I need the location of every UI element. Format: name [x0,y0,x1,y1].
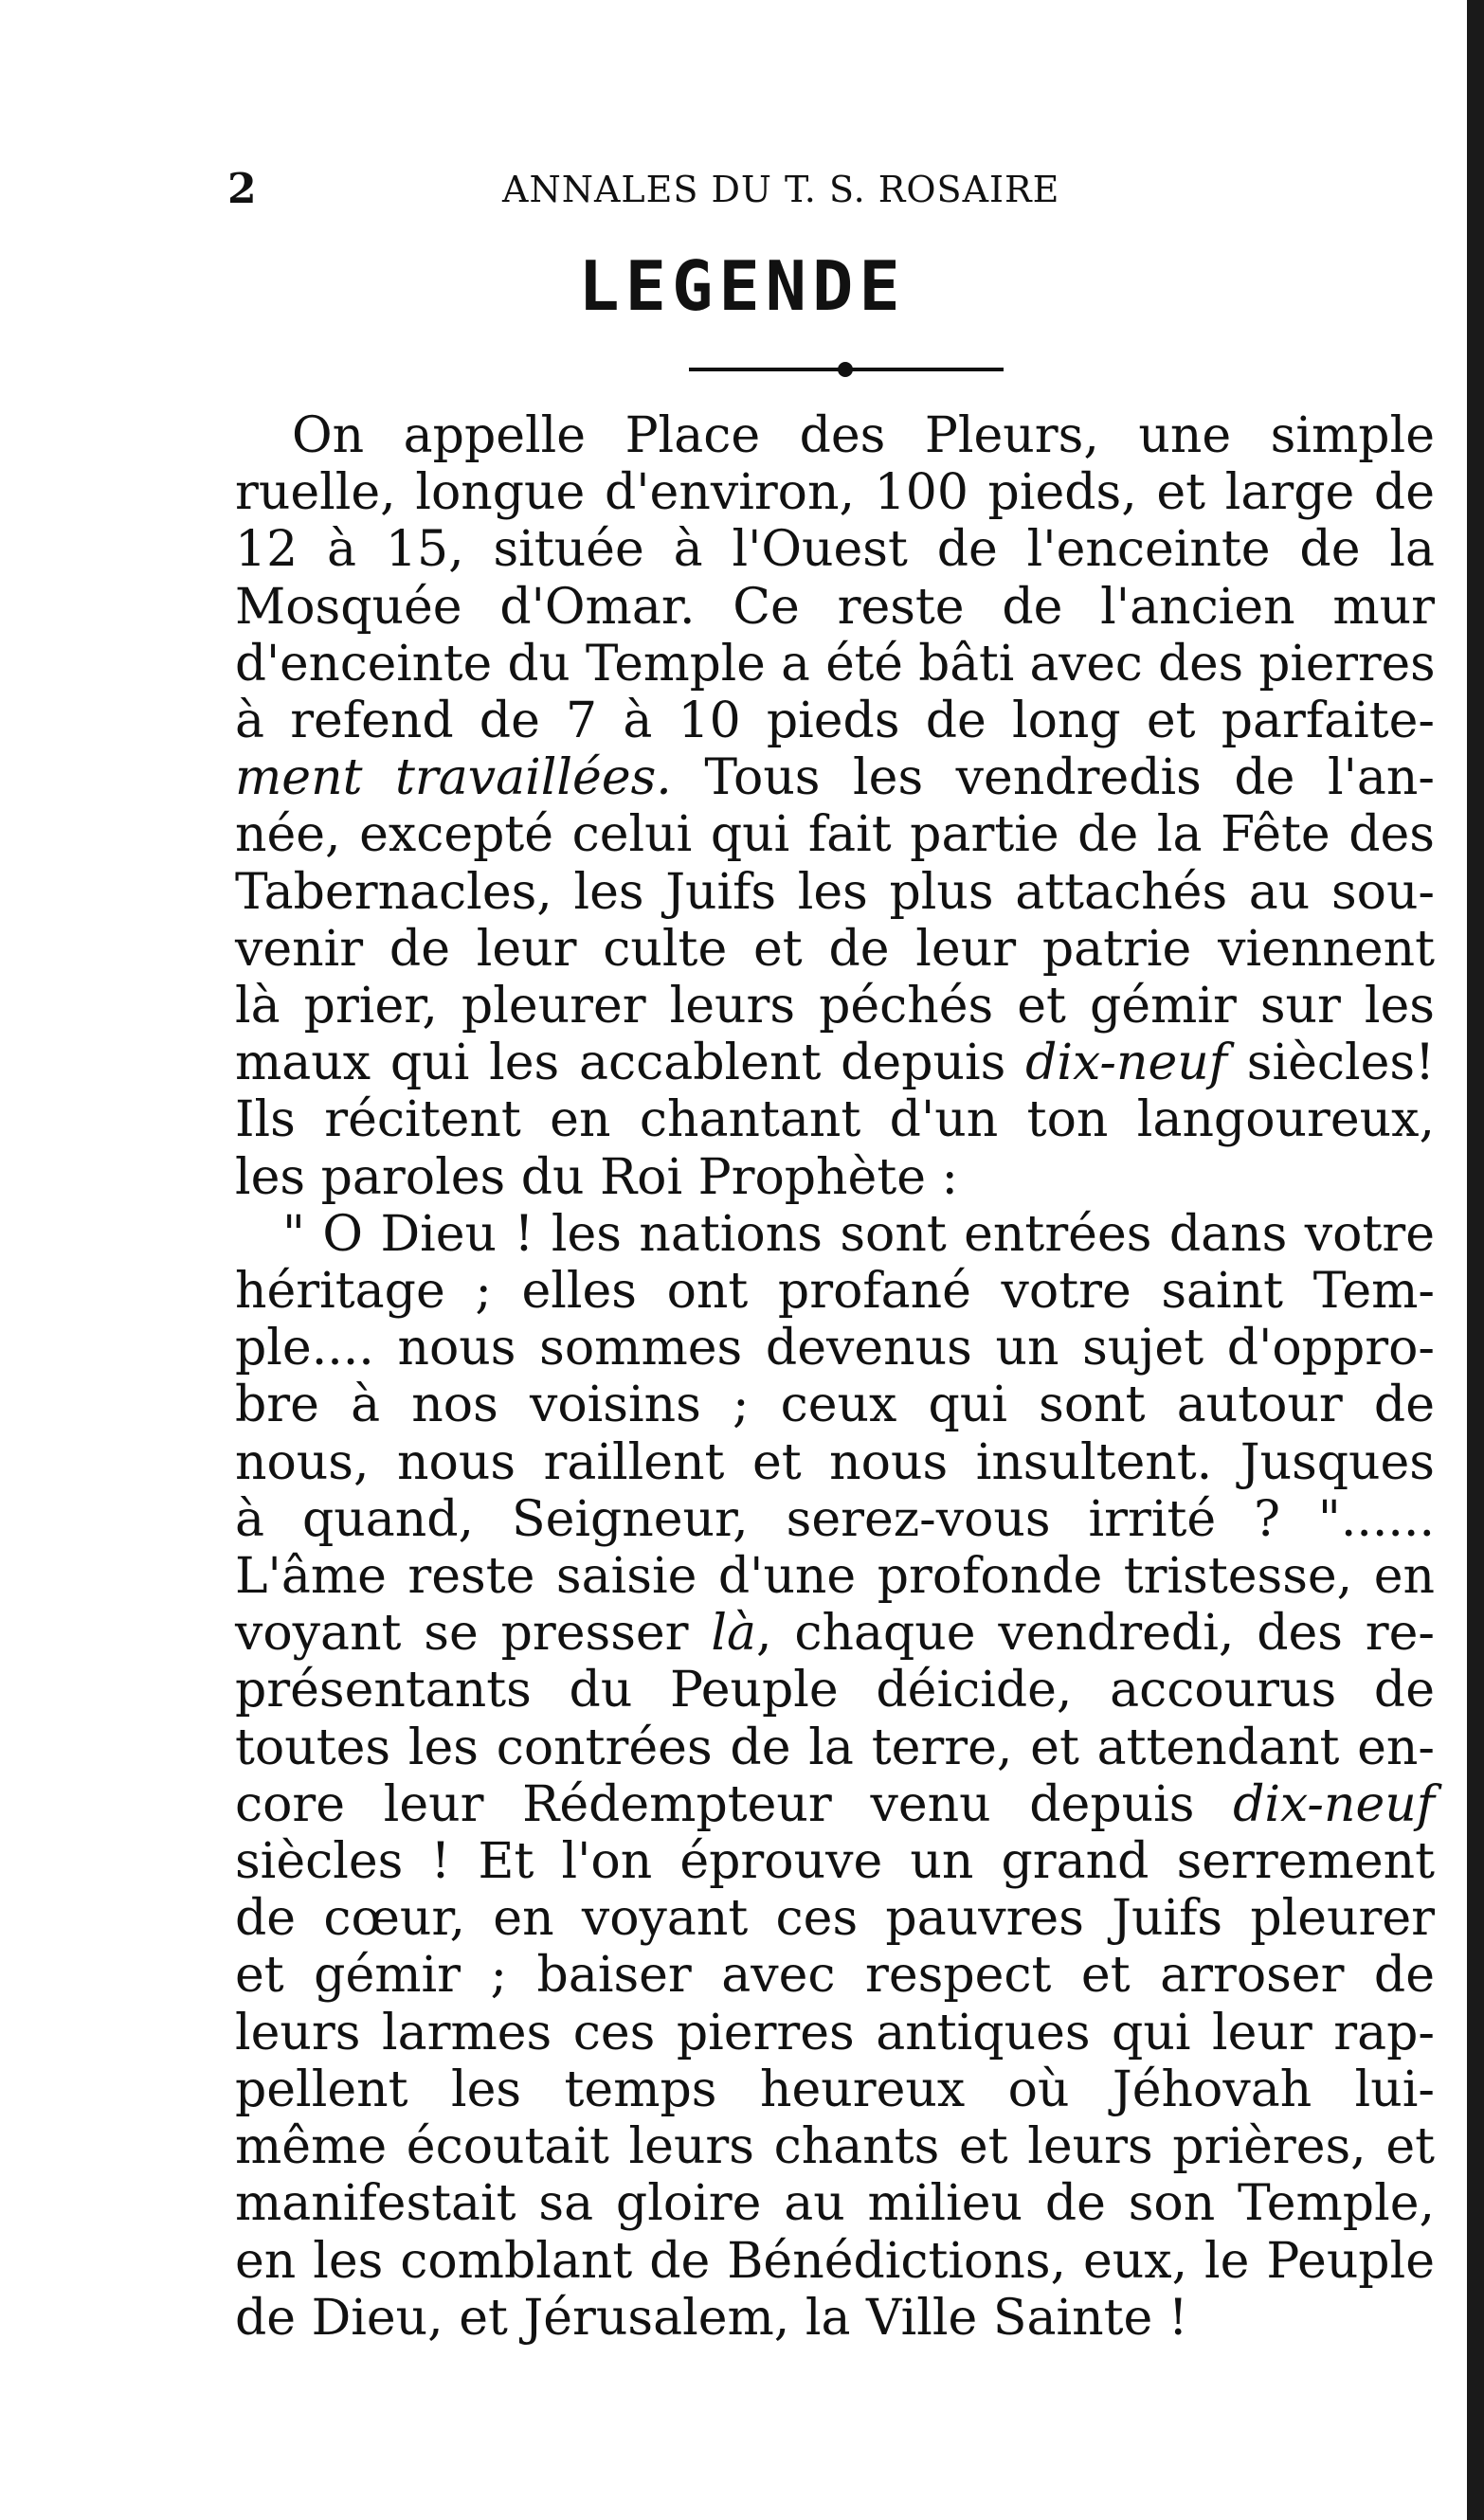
text-line: toutes les contrées de la terre, et attendant en- [235,1719,1435,1776]
text-line: core leur Rédempteur venu depuis dix-neuf [235,1775,1435,1833]
text-line: même écoutait leurs chants et leurs prières, et [235,2118,1435,2176]
page-number: 2 [227,165,257,213]
text-line: siècles ! Et l'on éprouve un grand serrement [235,1833,1435,1891]
text-line: venir de leur culte et de leur patrie viennent [235,920,1435,978]
text-line: maux qui les accablent depuis dix-neuf siècles! [235,1035,1435,1092]
italic-phrase: dix-neuf [1025,1035,1227,1092]
text-line: en les comblant de Bénédictions, eux, le Peuple [235,2232,1435,2290]
text-line: Ils récitent en chantant d'un ton langoureux, [235,1091,1435,1149]
text-line: d'enceinte du Temple a été bâti avec des pierres [235,635,1436,693]
running-head [227,161,1194,218]
text-line: à refend de 7 à 10 pieds de long et parfaite- [235,693,1435,750]
ornament-dot [838,362,853,377]
text-line: ruelle, longue d'environ, 100 pieds, et large de [235,464,1435,522]
text-line: L'âme reste saisie d'une profonde tristesse, en [235,1548,1435,1606]
text-line: voyant se presser là, chaque vendredi, des re- [235,1605,1436,1663]
text-line: de Dieu, et Jérusalem, la Ville Sainte ! [235,2289,1188,2347]
italic-phrase: ment travaillées. [235,749,672,807]
text-line: née, excepté celui qui fait partie de la Fête des [235,806,1435,864]
text-line: " O Dieu ! les nations sont entrées dans votre [282,1205,1435,1263]
text-line: On appelle Place des Pleurs, une simple [292,407,1435,464]
page-edge-shadow [1467,0,1484,2520]
text-line: pellent les temps heureux où Jéhovah lui- [235,2061,1435,2118]
text-line: là prier, pleurer leurs péchés et gémir sur les [235,978,1435,1035]
text-line: de cœur, en voyant ces pauvres Juifs pleurer [235,1890,1435,1948]
text-line: nous, nous raillent et nous insultent. Jusques [235,1433,1435,1491]
text-line: 12 à 15, située à l'Ouest de l'enceinte de la [235,521,1435,579]
text-line: manifestait sa gloire au milieu de son Temple, [235,2175,1435,2233]
text-line: ple.... nous sommes devenus un sujet d'oppro- [235,1320,1435,1377]
text-line: présentants du Peuple déicide, accourus de [235,1662,1435,1719]
body-paragraph [235,407,1435,2347]
text-line: et gémir ; baiser avec respect et arroser de [235,1947,1435,2005]
journal-title: ANNALES DU T. S. ROSAIRE [502,169,1060,210]
section-title: LEGENDE [578,246,906,326]
text-line: leurs larmes ces pierres antiques qui leur rap- [235,2004,1435,2061]
text-line: Mosquée d'Omar. Ce reste de l'ancien mur [235,578,1435,636]
text-line: bre à nos voisins ; ceux qui sont autour de [235,1377,1435,1434]
text-line: à quand, Seigneur, serez-vous irrité ? "...... [235,1490,1435,1548]
text-line: ment travaillées. Tous les vendredis de l'an- [235,749,1435,807]
text-line: les paroles du Roi Prophète : [235,1148,959,1206]
text-line: Tabernacles, les Juifs les plus attachés au sou- [235,863,1435,921]
italic-phrase: là [711,1605,756,1663]
italic-phrase: dix-neuf [1233,1775,1435,1833]
text-line: héritage ; elles ont profané votre saint Tem- [235,1263,1435,1321]
